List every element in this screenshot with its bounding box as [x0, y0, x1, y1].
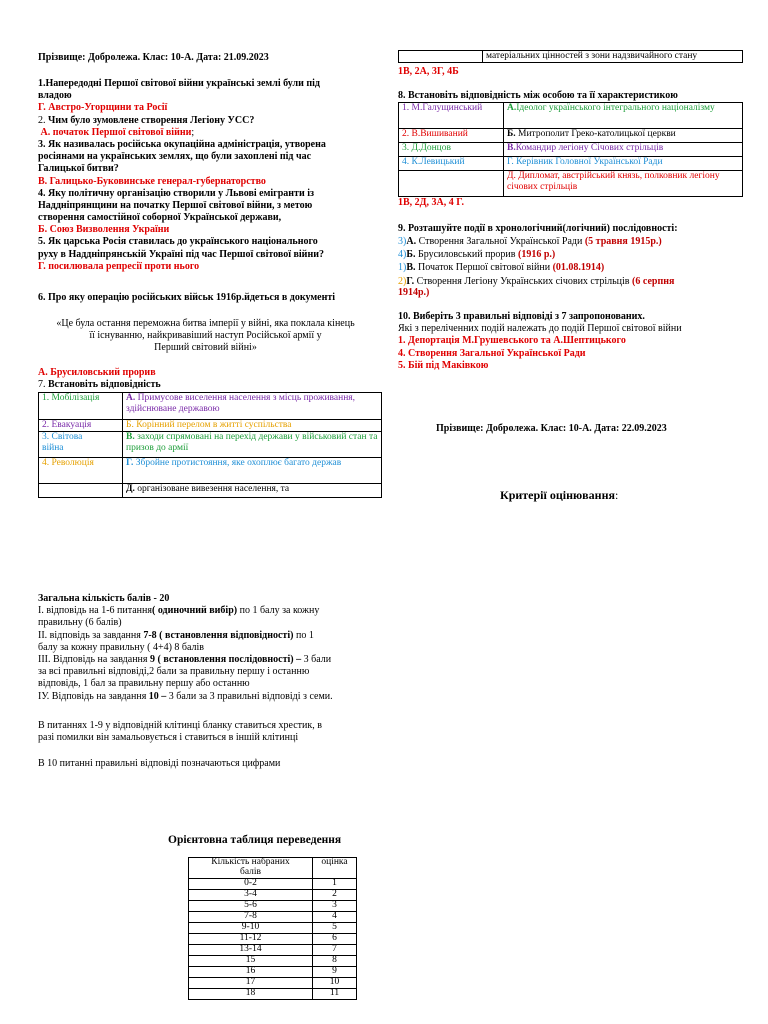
table-cell	[123, 483, 382, 497]
list-item	[398, 249, 743, 261]
t8-r2-letter: Б.	[507, 129, 516, 139]
table-cell	[399, 171, 504, 197]
questions-1-5	[38, 78, 373, 273]
table-row	[189, 944, 357, 955]
q9-order-number: 1)	[398, 262, 407, 274]
crit-IV-b: 10 –	[148, 690, 169, 702]
q5-line1: 5. Як царська Росія ставилась до українського національного	[38, 236, 318, 248]
note-2: В 10 питанні правильні відповіді позначаються цифрами	[38, 758, 281, 769]
r5-right-text: організоване вивезення населення, та	[134, 483, 290, 494]
q1-line1: 1.Напередодні Першої світової війни українські землі були під	[38, 78, 320, 89]
q7	[38, 379, 161, 391]
crit-II-c: по 1	[293, 629, 314, 641]
list-item	[398, 276, 743, 288]
q9-order-number: 2)	[398, 275, 407, 287]
q1-line2: владою	[38, 90, 72, 102]
header-grade: оцінка	[313, 858, 357, 879]
points-cell: 18	[189, 988, 313, 999]
crit-I-b: ( одиночний вибір)	[151, 605, 238, 617]
table-cell	[504, 129, 743, 143]
quote-line3: Перший світовий війні»	[154, 342, 257, 354]
points-cell: 5-6	[189, 900, 313, 911]
points-cell: 7-8	[189, 911, 313, 922]
list-item	[398, 236, 743, 248]
points-cell: 16	[189, 966, 313, 977]
table-cell: Г. Керівник Головної Української Ради	[504, 157, 743, 171]
matching-table-7	[38, 392, 382, 498]
q9-event: Створення Загальної Української Ради	[416, 236, 585, 247]
table-cell	[123, 393, 382, 420]
r1-left-num: 1.	[42, 393, 50, 403]
q4-line3: створення самостійної соборної Української держави,	[38, 212, 282, 224]
q6: 6. Про яку операцію російських військ 1916р.йдеться в документі	[38, 292, 336, 303]
q9-order-number: 4)	[398, 249, 407, 261]
header-points	[189, 858, 313, 879]
r5-right-letter: Д.	[126, 483, 135, 494]
q9-letter: А.	[406, 236, 417, 247]
crit-III-c: 3 бали	[303, 653, 332, 665]
table-cell: 4. К.Левицький	[399, 157, 504, 171]
crit-I-c: по 1 балу за кожну	[237, 605, 320, 617]
list-item	[398, 262, 743, 274]
r4-right-letter: Г.	[126, 457, 134, 468]
grade-cell: 3	[313, 900, 357, 911]
t8-r2-text: Митрополит Греко-католицької церкви	[515, 129, 676, 139]
crit-II-line1	[38, 630, 373, 642]
grade-cell: 6	[313, 933, 357, 944]
q2-number: 2.	[38, 114, 46, 126]
r1-left-text: Мобілізація	[49, 393, 100, 403]
crit-I-a: І. відповідь на 1-6 питання	[38, 605, 152, 617]
note1-line2: разі помилки він замальовується і ставиться в іншій клітинці	[38, 732, 299, 744]
grade-cell: 8	[313, 955, 357, 966]
table-row	[39, 393, 382, 420]
table-row	[189, 900, 357, 911]
grade-cell: 7	[313, 944, 357, 955]
q5-line2: руху в Наддніпрянській Україні під час Першої світової війни?	[38, 248, 324, 260]
criteria-colon: :	[614, 488, 619, 502]
student-header: Прізвище: Добролежа. Клас: 10-А. Дата: 21.09.2023	[38, 52, 269, 63]
matching-table-8	[398, 102, 743, 197]
points-cell: 13-14	[189, 944, 313, 955]
q3-line1: 3. Як називалась російська окупаційна адміністрація, утворена	[38, 138, 326, 150]
table-row	[189, 922, 357, 933]
q9-last-date-continuation: 1914р.)	[398, 287, 430, 298]
grade-cell: 5	[313, 922, 357, 933]
crit-III-b: 9 ( встановлення послідовності) –	[150, 653, 304, 665]
quote-line2: її існуванню, найкривавіший наступ Російської армії у	[89, 330, 322, 342]
document-quote	[38, 318, 373, 355]
table-row	[39, 457, 382, 483]
r3-left-a: 3. Світова	[42, 431, 83, 442]
table-row	[399, 171, 743, 197]
student-header-2: Прізвище: Добролежа. Клас: 10-А. Дата: 22.09.2023	[436, 423, 667, 434]
q3-line3: Галицької битви?	[38, 163, 119, 175]
answer-1: Г. Австро-Угорщини та Росії	[38, 102, 168, 114]
table-cell	[39, 483, 123, 497]
grade-cell: 10	[313, 977, 357, 988]
crit-III-line2: за всі правильні відповіді,2 бали за правильну першу і останню	[38, 666, 310, 678]
crit-III-line1	[38, 654, 373, 666]
q7-text: Встановіть відповідність	[45, 379, 161, 390]
crit-IV-c: 3 бали за 3 правильні відповіді з семи.	[168, 690, 333, 702]
points-cell: 17	[189, 977, 313, 988]
q9-event: Початок Першої світової війни	[415, 262, 553, 274]
table-row	[39, 431, 382, 457]
table-row	[399, 103, 743, 129]
t8-r1-letter: А.	[507, 103, 517, 113]
table-cell: 4. Революція	[39, 457, 123, 483]
crit-IV-a: ІУ. Відповідь на завдання	[38, 690, 149, 702]
crit-II-b: 7-8 ( встановлення відповідності)	[143, 629, 294, 641]
grade-cell: 4	[313, 911, 357, 922]
crit-III-line3: відповідь, 1 бал за правильну першу або останню	[38, 678, 250, 690]
answer-4: Б. Союз Визволення України	[38, 224, 170, 236]
table-row	[399, 129, 743, 143]
q10-text: Які з переліченних подій належать до подій Першої світової війни	[398, 323, 682, 335]
q9-date: (01.08.1914)	[552, 262, 605, 274]
table-cell	[504, 103, 743, 129]
r3-left-b: війна	[42, 442, 64, 453]
table-cell	[399, 51, 483, 63]
total-points: Загальна кількість балів - 20	[38, 593, 170, 604]
table-cell	[123, 431, 382, 457]
table-cell: 2. В.Вишиваний	[399, 129, 504, 143]
answer-2-tail: ;	[191, 126, 195, 138]
header-points-a: Кількість набраних	[211, 857, 290, 867]
table-row	[399, 51, 743, 63]
note-1	[38, 720, 373, 744]
t8-r1-text: Ідеолог українського інтегрального націоналізму	[516, 103, 715, 113]
answer-2: А. початок Першої світової війни	[40, 126, 192, 138]
quote-line1: «Це була остання переможна битва імперії у війні, яка поклала кінець	[56, 318, 355, 329]
q9-event: Створення Легіону Українських січових стрільців	[414, 275, 633, 287]
q10-answers	[398, 335, 743, 372]
r3-right-letter: В.	[126, 431, 135, 442]
q9: 9. Розташуйте події в хронологічний(логічний) послідовності:	[398, 223, 678, 234]
r1-right-text: Примусове виселення населення з місць проживання, здійснюване державою	[126, 393, 356, 414]
crit-III-a: ІІІ. Відповідь на завдання	[38, 653, 151, 665]
q9-date: (6 серпня	[632, 275, 675, 287]
q8: 8. Встановіть відповідність між особою та її характеристикою	[398, 90, 678, 101]
grade-cell: 2	[313, 889, 357, 900]
table-header-row	[189, 858, 357, 879]
table-row	[189, 966, 357, 977]
points-cell: 15	[189, 955, 313, 966]
scoring-criteria	[38, 593, 373, 703]
table-row	[189, 889, 357, 900]
table-cell	[39, 393, 123, 420]
q7-number: 7.	[38, 379, 46, 390]
table-row	[189, 977, 357, 988]
table-row	[399, 157, 743, 171]
table-cell: Д. Дипломат, австрійський князь, полковник легіону січових стрільців	[504, 171, 743, 197]
r1-right-letter: А.	[126, 393, 136, 403]
t8-r3-letter: В.	[507, 143, 516, 153]
answer-6: А. Брусиловський прорив	[38, 367, 156, 378]
table-row	[39, 483, 382, 497]
answer-2-line	[38, 127, 373, 139]
q3-line2: росіянами на українських землях, що були захоплені під час	[38, 151, 312, 163]
q10-title: 10. Виберіть 3 правильні відповіді з 7 запропонованих.	[398, 311, 645, 322]
q9-letter: Г.	[406, 275, 415, 287]
q10-answer: 1. Депортація М.Грушевського та А.Шептицького	[398, 335, 626, 347]
q10-answer: 5. Бій під Маківкою	[398, 359, 489, 371]
answer-3: В. Галицько-Буковинське генерал-губернаторство	[38, 175, 266, 187]
criteria-title: Критерії оцінювання	[500, 488, 615, 502]
table-cell: матеріальних цінностей з зони надзвичайного стану	[483, 51, 743, 63]
points-cell: 9-10	[189, 922, 313, 933]
q10-answer: 4. Створення Загальної Української Ради	[398, 347, 586, 359]
t8-r3-text: Командир легіону Січових стрільців	[515, 143, 664, 153]
table-row	[189, 878, 357, 889]
q2	[38, 115, 373, 127]
q9-letter: В.	[406, 262, 416, 274]
points-cell: 11-12	[189, 933, 313, 944]
points-cell: 3-4	[189, 889, 313, 900]
q9-order-number: 3)	[398, 236, 407, 247]
table-cell	[123, 457, 382, 483]
answer-8: 1В, 2Д, 3А, 4 Г.	[398, 197, 465, 208]
grade-cell: 1	[313, 878, 357, 889]
answer-5: Г. посилювала репресії проти нього	[38, 260, 200, 272]
table-cell	[504, 143, 743, 157]
table-cell	[39, 431, 123, 457]
table-cell: 2. Евакуація	[39, 420, 123, 432]
r3-right-text: заходи спрямовані на перехід держави у військовий стан та призов до армії	[126, 431, 378, 453]
table-cell: 3. Д.Донцов	[399, 143, 504, 157]
crit-II-a: ІІ. відповідь за завдання	[38, 629, 144, 641]
q2-text: Чим було зумовлене створення Легіону УСС?	[45, 114, 255, 126]
table-row	[399, 143, 743, 157]
table-row	[39, 420, 382, 432]
table-row	[189, 933, 357, 944]
table-row	[189, 988, 357, 999]
q10	[398, 311, 743, 372]
crit-I-line2: правильну (6 балів)	[38, 617, 122, 629]
table-row	[189, 911, 357, 922]
r4-right-text: Збройне протистояння, яке охоплює багато держав	[133, 457, 342, 468]
points-cell: 0-2	[189, 878, 313, 889]
crit-I-line1	[38, 605, 373, 617]
table-cell: 1. М.Галущинський	[399, 103, 504, 129]
q9-event: Брусиловський прорив	[415, 249, 519, 261]
q9-date: (5 травня 1915р.)	[584, 236, 662, 247]
answer-7: 1В, 2А, 3Г, 4Б	[398, 66, 459, 77]
header-points-b: балів	[240, 866, 261, 877]
criteria-heading	[500, 488, 618, 503]
q9-letter: Б.	[406, 249, 416, 261]
conversion-table-title: Орієнтовна таблиця переведення	[168, 834, 342, 846]
q4-line1: 4. Яку політичну організацію створили у Львові емігранти із	[38, 187, 315, 199]
q4-line2: Наддніпрянщини на початку Першої світової війни, з метою	[38, 199, 313, 211]
crit-IV-line1	[38, 691, 373, 703]
grade-cell: 9	[313, 966, 357, 977]
q9-sequence	[398, 236, 743, 289]
continued-table-7	[398, 50, 743, 63]
conversion-table	[188, 857, 357, 1000]
table-cell: Б. Корінний перелом в житті суспільства	[123, 420, 382, 432]
grade-cell: 11	[313, 988, 357, 999]
note1-line1: В питаннях 1-9 у відповідній клітинці бланку ставиться хрестик, в	[38, 720, 322, 731]
crit-II-line2: балу за кожну правильну ( 4+4) 8 балів	[38, 641, 205, 653]
q9-date: (1916 р.)	[518, 249, 556, 261]
table-row	[189, 955, 357, 966]
